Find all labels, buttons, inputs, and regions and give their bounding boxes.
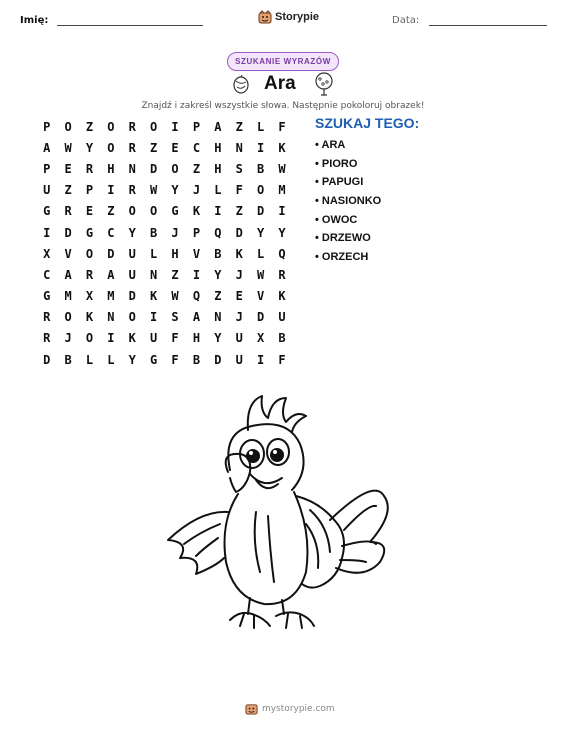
grid-cell[interactable]: I	[192, 267, 201, 282]
grid-cell[interactable]: Z	[85, 119, 94, 134]
bullet: •	[315, 139, 322, 151]
grid-row	[36, 201, 293, 222]
grid-cell[interactable]: Y	[256, 225, 265, 240]
grid-cell[interactable]: I	[256, 352, 265, 367]
letter-grid	[36, 116, 293, 370]
grid-cell[interactable]: O	[256, 183, 265, 198]
brand-logo	[258, 10, 319, 24]
grid-cell[interactable]: B	[192, 352, 201, 367]
grid-row	[36, 180, 293, 201]
word-text: ORZECH	[321, 251, 369, 264]
grid-cell[interactable]: I	[256, 140, 265, 155]
bullet: •	[315, 232, 322, 245]
grid-cell[interactable]: K	[235, 246, 243, 261]
grid-cell[interactable]: J	[235, 267, 243, 282]
name-line	[57, 25, 203, 26]
word-text: OWOC	[321, 213, 358, 226]
grid-cell[interactable]: Q	[192, 289, 201, 304]
grid-cell[interactable]: Y	[85, 140, 94, 155]
grid-cell[interactable]: W	[150, 183, 158, 198]
grid-cell[interactable]: X	[256, 331, 265, 346]
grid-cell[interactable]: W	[64, 140, 72, 155]
grid-cell[interactable]: G	[43, 289, 51, 304]
grid-cell[interactable]: X	[85, 289, 94, 304]
grid-row	[36, 222, 293, 243]
grid-cell[interactable]: Z	[64, 183, 72, 198]
grid-cell[interactable]: R	[128, 183, 136, 198]
grid-row	[36, 349, 293, 370]
grid-cell[interactable]: I	[171, 119, 179, 134]
grid-cell[interactable]: O	[150, 204, 158, 219]
grid-cell[interactable]: Q	[214, 225, 222, 240]
grid-cell[interactable]: Z	[235, 204, 243, 219]
word-text: PAPUGI	[321, 176, 364, 189]
grid-cell[interactable]: R	[278, 267, 286, 282]
grid-cell[interactable]: G	[150, 352, 158, 367]
brand-name: Storypie	[275, 11, 320, 23]
grid-cell[interactable]: U	[128, 246, 136, 261]
grid-row	[36, 137, 293, 158]
activity-badge: SZUKANIE WYRAZÓW	[227, 52, 339, 71]
grid-cell[interactable]: F	[278, 352, 286, 367]
date-label: Data:	[392, 15, 420, 26]
grid-cell[interactable]: K	[278, 289, 286, 304]
grid-cell[interactable]: D	[256, 310, 265, 325]
bullet: •	[315, 176, 322, 189]
grid-cell[interactable]: F	[278, 119, 286, 134]
grid-row	[36, 328, 293, 349]
grid-cell[interactable]: I	[107, 331, 115, 346]
grid-cell[interactable]: V	[256, 289, 265, 304]
grid-cell[interactable]: L	[107, 352, 115, 367]
grid-cell[interactable]: J	[192, 183, 201, 198]
grid-cell[interactable]: H	[192, 331, 201, 346]
grid-cell[interactable]: R	[85, 267, 94, 282]
grid-cell[interactable]: N	[235, 140, 243, 155]
grid-cell[interactable]: W	[256, 267, 265, 282]
grid-cell[interactable]: M	[64, 289, 72, 304]
grid-cell[interactable]: M	[107, 289, 115, 304]
grid-cell[interactable]: F	[171, 352, 179, 367]
grid-row	[36, 116, 293, 137]
bullet: •	[315, 195, 322, 208]
grid-cell[interactable]: U	[235, 331, 243, 346]
date-line	[429, 25, 547, 26]
page-title: Ara	[264, 73, 296, 94]
seed-icon	[230, 73, 252, 95]
grid-cell[interactable]: A	[107, 267, 115, 282]
grid-cell[interactable]: J	[235, 310, 243, 325]
grid-cell[interactable]: M	[278, 183, 286, 198]
grid-cell[interactable]: B	[64, 352, 72, 367]
word-list-item	[315, 174, 381, 193]
grid-cell[interactable]: Y	[214, 267, 222, 282]
grid-cell[interactable]: O	[64, 310, 72, 325]
footer	[245, 702, 335, 715]
grid-cell[interactable]: E	[64, 161, 72, 176]
grid-cell[interactable]: E	[171, 140, 179, 155]
grid-cell[interactable]: K	[278, 140, 286, 155]
grid-cell[interactable]: H	[107, 161, 115, 176]
grid-cell[interactable]: R	[128, 119, 136, 134]
grid-cell[interactable]: H	[214, 161, 222, 176]
grid-cell[interactable]: D	[235, 225, 243, 240]
grid-cell[interactable]: K	[128, 331, 136, 346]
grid-cell[interactable]: L	[150, 246, 158, 261]
grid-cell[interactable]: D	[64, 225, 72, 240]
storypie-logo-icon	[258, 10, 272, 24]
grid-cell[interactable]: U	[43, 183, 51, 198]
word-list-item	[315, 230, 381, 249]
grid-cell[interactable]: Y	[171, 183, 179, 198]
grid-cell[interactable]: Z	[107, 204, 115, 219]
word-list-title: SZUKAJ TEGO:	[315, 115, 420, 131]
grid-cell[interactable]: Z	[192, 161, 201, 176]
grid-row	[36, 264, 293, 285]
storypie-logo-icon	[245, 702, 258, 715]
grid-cell[interactable]: P	[43, 161, 51, 176]
grid-cell[interactable]: D	[150, 161, 158, 176]
grid-cell[interactable]: P	[43, 119, 51, 134]
word-list-item	[315, 137, 381, 156]
instructions: Znajdź i zakreśl wszystkie słowa. Następnie pokoloruj obrazek!	[141, 101, 425, 111]
bullet: •	[315, 251, 322, 264]
grid-cell[interactable]: B	[150, 225, 158, 240]
footer-url[interactable]: mystorypie.com	[262, 703, 335, 714]
grid-cell[interactable]: D	[256, 204, 265, 219]
parrot-illustration	[160, 392, 410, 642]
word-list	[315, 137, 381, 268]
word-list-item	[315, 156, 381, 175]
grid-cell[interactable]: C	[43, 267, 51, 282]
grid-cell[interactable]: J	[171, 225, 179, 240]
grid-cell[interactable]: G	[43, 204, 51, 219]
grid-cell[interactable]: D	[214, 352, 222, 367]
grid-cell[interactable]: D	[43, 352, 51, 367]
grid-cell[interactable]: E	[235, 289, 243, 304]
grid-cell[interactable]: F	[235, 183, 243, 198]
grid-cell[interactable]: W	[278, 161, 286, 176]
grid-cell[interactable]: O	[150, 119, 158, 134]
grid-cell[interactable]: O	[128, 310, 136, 325]
bullet: •	[315, 213, 322, 226]
grid-cell[interactable]: V	[192, 246, 201, 261]
grid-cell[interactable]: R	[64, 204, 72, 219]
name-label: Imię:	[20, 15, 49, 26]
grid-cell[interactable]: A	[192, 310, 201, 325]
grid-cell[interactable]: Y	[278, 225, 286, 240]
grid-cell[interactable]: S	[171, 310, 179, 325]
word-text: ARA	[321, 139, 346, 151]
grid-cell[interactable]: B	[214, 246, 222, 261]
grid-cell[interactable]: N	[107, 310, 115, 325]
grid-cell[interactable]: D	[128, 289, 136, 304]
grid-cell[interactable]: K	[150, 289, 158, 304]
grid-cell[interactable]: N	[128, 161, 136, 176]
word-list-item	[315, 193, 381, 212]
grid-cell[interactable]: U	[235, 352, 243, 367]
grid-row	[36, 243, 293, 264]
grid-cell[interactable]: U	[150, 331, 158, 346]
grid-cell[interactable]: O	[171, 161, 179, 176]
grid-cell[interactable]: N	[214, 310, 222, 325]
grid-cell[interactable]: P	[192, 225, 201, 240]
grid-cell[interactable]: C	[107, 225, 115, 240]
grid-cell[interactable]: Z	[150, 140, 158, 155]
grid-cell[interactable]: P	[85, 183, 94, 198]
grid-cell[interactable]: R	[43, 310, 51, 325]
grid-cell[interactable]: P	[192, 119, 201, 134]
grid-row	[36, 158, 293, 179]
grid-cell[interactable]: H	[171, 246, 179, 261]
grid-cell[interactable]: C	[192, 140, 201, 155]
grid-cell[interactable]: Z	[214, 289, 222, 304]
grid-cell[interactable]: L	[85, 352, 94, 367]
grid-cell[interactable]: G	[85, 225, 94, 240]
grid-cell[interactable]: Y	[128, 352, 136, 367]
grid-cell[interactable]: I	[107, 183, 115, 198]
grid-cell[interactable]: A	[64, 267, 72, 282]
grid-cell[interactable]: K	[85, 310, 94, 325]
grid-cell[interactable]: R	[85, 161, 94, 176]
grid-cell[interactable]: N	[150, 267, 158, 282]
grid-cell[interactable]: I	[150, 310, 158, 325]
grid-cell[interactable]: J	[64, 331, 72, 346]
grid-cell[interactable]: I	[43, 225, 51, 240]
word-list-item	[315, 249, 381, 268]
grid-cell[interactable]: Y	[214, 331, 222, 346]
grid-cell[interactable]: S	[235, 161, 243, 176]
grid-cell[interactable]: O	[64, 119, 72, 134]
grid-cell[interactable]: B	[278, 331, 286, 346]
grid-cell[interactable]: I	[278, 204, 286, 219]
grid-cell[interactable]: O	[128, 204, 136, 219]
word-list-item	[315, 212, 381, 231]
grid-cell[interactable]: U	[278, 310, 286, 325]
grid-cell[interactable]: U	[128, 267, 136, 282]
word-text: NASIONKO	[321, 195, 382, 208]
grid-cell[interactable]: I	[214, 204, 222, 219]
grid-cell[interactable]: Y	[128, 225, 136, 240]
grid-cell[interactable]: X	[43, 246, 51, 261]
grid-cell[interactable]: W	[171, 289, 179, 304]
grid-cell[interactable]: Z	[235, 119, 243, 134]
grid-cell[interactable]: O	[107, 140, 115, 155]
grid-cell[interactable]: L	[214, 183, 222, 198]
grid-cell[interactable]: O	[85, 246, 94, 261]
grid-cell[interactable]: G	[171, 204, 179, 219]
grid-cell[interactable]: V	[64, 246, 72, 261]
word-text: PIORO	[321, 157, 358, 170]
grid-cell[interactable]: Z	[171, 267, 179, 282]
grid-cell[interactable]: E	[85, 204, 94, 219]
grid-row	[36, 286, 293, 307]
word-text: DRZEWO	[321, 232, 371, 245]
grid-cell[interactable]: H	[214, 140, 222, 155]
bullet: •	[315, 157, 322, 170]
grid-cell[interactable]: O	[85, 331, 94, 346]
grid-cell[interactable]: L	[256, 119, 265, 134]
grid-cell[interactable]: B	[256, 161, 265, 176]
grid-row	[36, 307, 293, 328]
grid-cell[interactable]: A	[43, 140, 51, 155]
grid-cell[interactable]: L	[256, 246, 265, 261]
grid-cell[interactable]: A	[214, 119, 222, 134]
grid-cell[interactable]: Q	[278, 246, 286, 261]
grid-cell[interactable]: D	[107, 246, 115, 261]
grid-cell[interactable]: R	[43, 331, 51, 346]
grid-cell[interactable]: O	[107, 119, 115, 134]
grid-cell[interactable]: F	[171, 331, 179, 346]
grid-cell[interactable]: R	[128, 140, 136, 155]
grid-cell[interactable]: K	[192, 204, 201, 219]
tree-icon	[312, 71, 336, 97]
